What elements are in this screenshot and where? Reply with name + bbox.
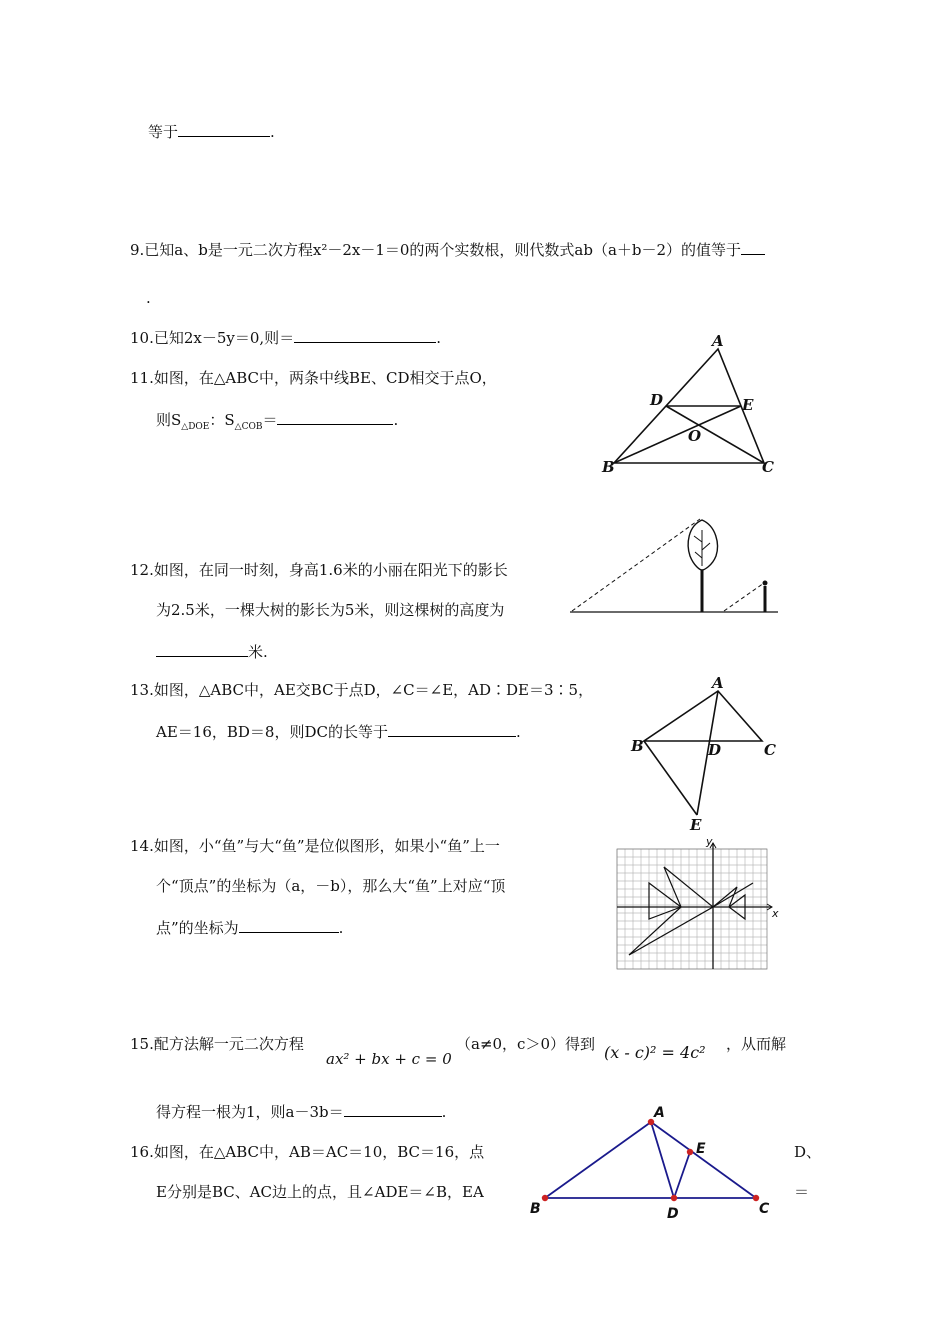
q12-tree-sunray	[572, 519, 700, 611]
q11-label-c: C	[762, 458, 774, 476]
q14-text: 点”的坐标为	[156, 919, 239, 937]
q12-line1: 12.如图，在同一时刻，身高1.6米的小丽在阳光下的影长	[130, 561, 508, 579]
grid-border	[617, 849, 767, 969]
q10-text: 10.已知2x－5y＝0,则＝	[130, 329, 295, 347]
q16-line1: 16.如图，在△ABC中，AB＝AC＝10，BC＝16，点	[130, 1143, 485, 1161]
q14-line2: 个“顶点”的坐标为（a，－b），那么大“鱼”上对应“顶	[156, 877, 506, 895]
q15-line1	[130, 1034, 304, 1054]
q16-point-e	[687, 1149, 693, 1155]
q11-eq: ＝	[262, 411, 278, 429]
q16-point-d	[671, 1195, 677, 1201]
q13-line2	[156, 722, 521, 742]
q15-prefix: 15.配方法解一元二次方程	[130, 1035, 304, 1053]
q11-line1: 11.如图，在△ABC中，两条中线BE、CD相交于点O，	[130, 369, 497, 387]
q11-mid: ：S	[209, 411, 235, 429]
q13-segment-be	[644, 741, 697, 815]
q16-label-a: A	[654, 1105, 665, 1121]
q8-period: .	[270, 123, 275, 141]
q14-period: .	[338, 919, 344, 937]
q16-segment-ad	[651, 1122, 674, 1198]
q14-big-fish	[629, 867, 713, 955]
q12-line3	[156, 642, 268, 662]
q16-point-c	[753, 1195, 759, 1201]
q13-label-d: D	[708, 741, 722, 759]
q10-line	[130, 328, 441, 348]
q14-x-arrow	[767, 904, 772, 910]
q13-period: .	[515, 723, 521, 741]
q13-triangle-abc	[644, 691, 762, 741]
q11-triangle-abc	[614, 349, 764, 463]
q15-suffix: ，从而解	[726, 1035, 787, 1053]
q16-label-b: B	[530, 1201, 541, 1217]
q15-condition: （a≠0，c＞0）得到	[456, 1035, 595, 1053]
q13-label-c: C	[764, 741, 776, 759]
q15-period: .	[441, 1103, 447, 1121]
q16-triangle-abc	[545, 1122, 756, 1198]
tree-icon	[688, 520, 717, 612]
q13-label-e: E	[690, 816, 702, 834]
q13-label-a: A	[712, 674, 724, 692]
q12-answer-blank[interactable]	[156, 642, 248, 657]
q15-equation2: (x - c)² = 4c²	[604, 1043, 706, 1062]
q14-axis-x-label: x	[772, 907, 779, 920]
q12-unit: 米.	[248, 643, 268, 661]
q16-label-d: D	[667, 1206, 679, 1222]
q11-period: .	[393, 411, 399, 429]
q15-text2: 得方程一根为1，则a－3b＝	[156, 1103, 344, 1121]
q16-label-e: E	[696, 1141, 706, 1157]
q13-answer-blank[interactable]	[388, 722, 516, 737]
q12-line2: 为2.5米，一棵大树的影长为5米，则这棵树的高度为	[156, 601, 505, 619]
q13-segment-ae	[697, 691, 718, 815]
q11-median-cd	[666, 406, 764, 463]
q8-answer-blank[interactable]	[178, 122, 270, 137]
q8-line	[148, 122, 275, 142]
q14-line1: 14.如图，小“鱼”与大“鱼”是位似图形，如果小“鱼”上一	[130, 837, 500, 855]
q10-answer-blank[interactable]	[294, 328, 436, 343]
q9-line	[130, 240, 765, 260]
q13-line1: 13.如图，△ABC中，AE交BC于点D，∠C＝∠E，AD∶DE＝3∶5，	[130, 681, 594, 699]
q16-segment-de	[674, 1152, 690, 1198]
q11-prefix: 则S	[156, 411, 182, 429]
q11-label-b: B	[602, 458, 615, 476]
q14-y-arrow	[710, 843, 716, 848]
q13-label-b: B	[631, 737, 644, 755]
q8-text: 等于	[148, 123, 179, 141]
q11-label-e: E	[742, 396, 754, 414]
q16-label-c: C	[759, 1201, 770, 1217]
q11-line2	[156, 410, 398, 437]
q14-axis-y-label: y	[706, 835, 713, 848]
person-icon	[763, 581, 768, 613]
q16-line2-end: ＝	[794, 1183, 810, 1201]
q11-sub2: △COB	[234, 422, 263, 432]
q15-answer-blank[interactable]	[344, 1102, 442, 1117]
q11-label-o: O	[688, 427, 702, 445]
q14-grid	[617, 849, 767, 969]
q9-answer-blank[interactable]	[741, 240, 765, 255]
q15-equation1: ax² + bx + c = 0	[326, 1050, 452, 1068]
q9-text: 9.已知a、b是一元二次方程x²－2x－1＝0的两个实数根，则代数式ab（a＋b－2）的值等于	[130, 241, 742, 259]
q13-text: AE＝16，BD＝8，则DC的长等于	[156, 723, 388, 741]
q14-answer-blank[interactable]	[239, 918, 339, 933]
q12-person-sunray	[724, 583, 764, 611]
q14-line3	[156, 918, 343, 938]
q11-label-a: A	[712, 332, 724, 350]
q11-answer-blank[interactable]	[277, 410, 393, 425]
q16-line2: E分别是BC、AC边上的点，且∠ADE＝∠B，EA	[156, 1183, 484, 1201]
q10-period: .	[436, 329, 441, 347]
q16-line1-end: D、	[794, 1143, 822, 1161]
q16-point-a	[648, 1119, 654, 1125]
q9-period: .	[146, 289, 151, 307]
q15-line2	[156, 1102, 446, 1122]
q16-point-b	[542, 1195, 548, 1201]
q11-sub1: △DOE	[181, 422, 210, 432]
q11-median-be	[614, 406, 741, 463]
q11-label-d: D	[650, 391, 664, 409]
q14-small-fish	[713, 883, 753, 919]
